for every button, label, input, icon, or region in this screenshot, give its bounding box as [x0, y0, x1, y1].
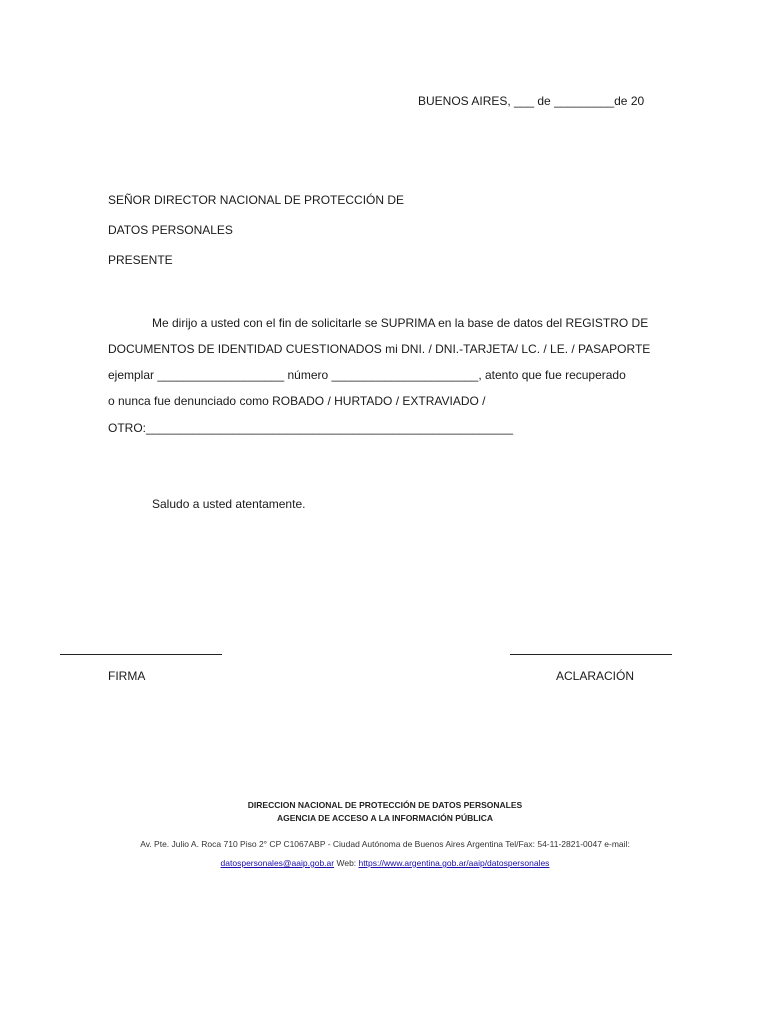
- addressee-line-1: SEÑOR DIRECTOR NACIONAL DE PROTECCIÓN DE: [108, 193, 405, 207]
- body-line-3: ejemplar ___________________ número ______________________, atento que fue recuperado: [108, 368, 626, 382]
- footer-contact-line: [0, 858, 770, 868]
- body-line-2: DOCUMENTOS DE IDENTIDAD CUESTIONADOS mi DNI. / DNI.-TARJETA/ LC. / LE. / PASAPORTE: [108, 342, 651, 356]
- signature-line-left: [60, 654, 222, 655]
- footer-address: Av. Pte. Julio A. Roca 710 Piso 2° CP C1067ABP - Ciudad Autónoma de Buenos Aires Argentina Tel/Fax: 54-11-2821-0047 e-mail:: [140, 839, 630, 849]
- web-link[interactable]: https://www.argentina.gob.ar/aaip/datospersonales: [358, 858, 550, 868]
- addressee-line-2: DATOS PERSONALES: [108, 223, 233, 237]
- web-label: Web:: [336, 858, 357, 868]
- footer-org-line-1: DIRECCION NACIONAL DE PROTECCIÓN DE DATOS PERSONALES: [247, 800, 523, 810]
- closing-line: Saludo a usted atentamente.: [152, 497, 306, 511]
- addressee-line-3: PRESENTE: [108, 253, 173, 267]
- body-line-1: Me dirijo a usted con el fin de solicitarle se SUPRIMA en la base de datos del REGISTRO DE: [152, 316, 649, 330]
- date-line: BUENOS AIRES, ___ de _________de 20: [418, 94, 645, 108]
- email-link[interactable]: datospersonales@aaip.gob.ar: [220, 858, 335, 868]
- signature-line-right: [510, 654, 672, 655]
- body-line-5: OTRO:_______________________________________________________: [108, 421, 514, 435]
- footer-org-line-2: AGENCIA DE ACCESO A LA INFORMACIÓN PÚBLICA: [276, 813, 494, 823]
- signature-label: FIRMA: [108, 669, 146, 683]
- clarification-label: ACLARACIÓN: [556, 669, 635, 683]
- body-line-4: o nunca fue denunciado como ROBADO / HURTADO / EXTRAVIADO /: [108, 394, 486, 408]
